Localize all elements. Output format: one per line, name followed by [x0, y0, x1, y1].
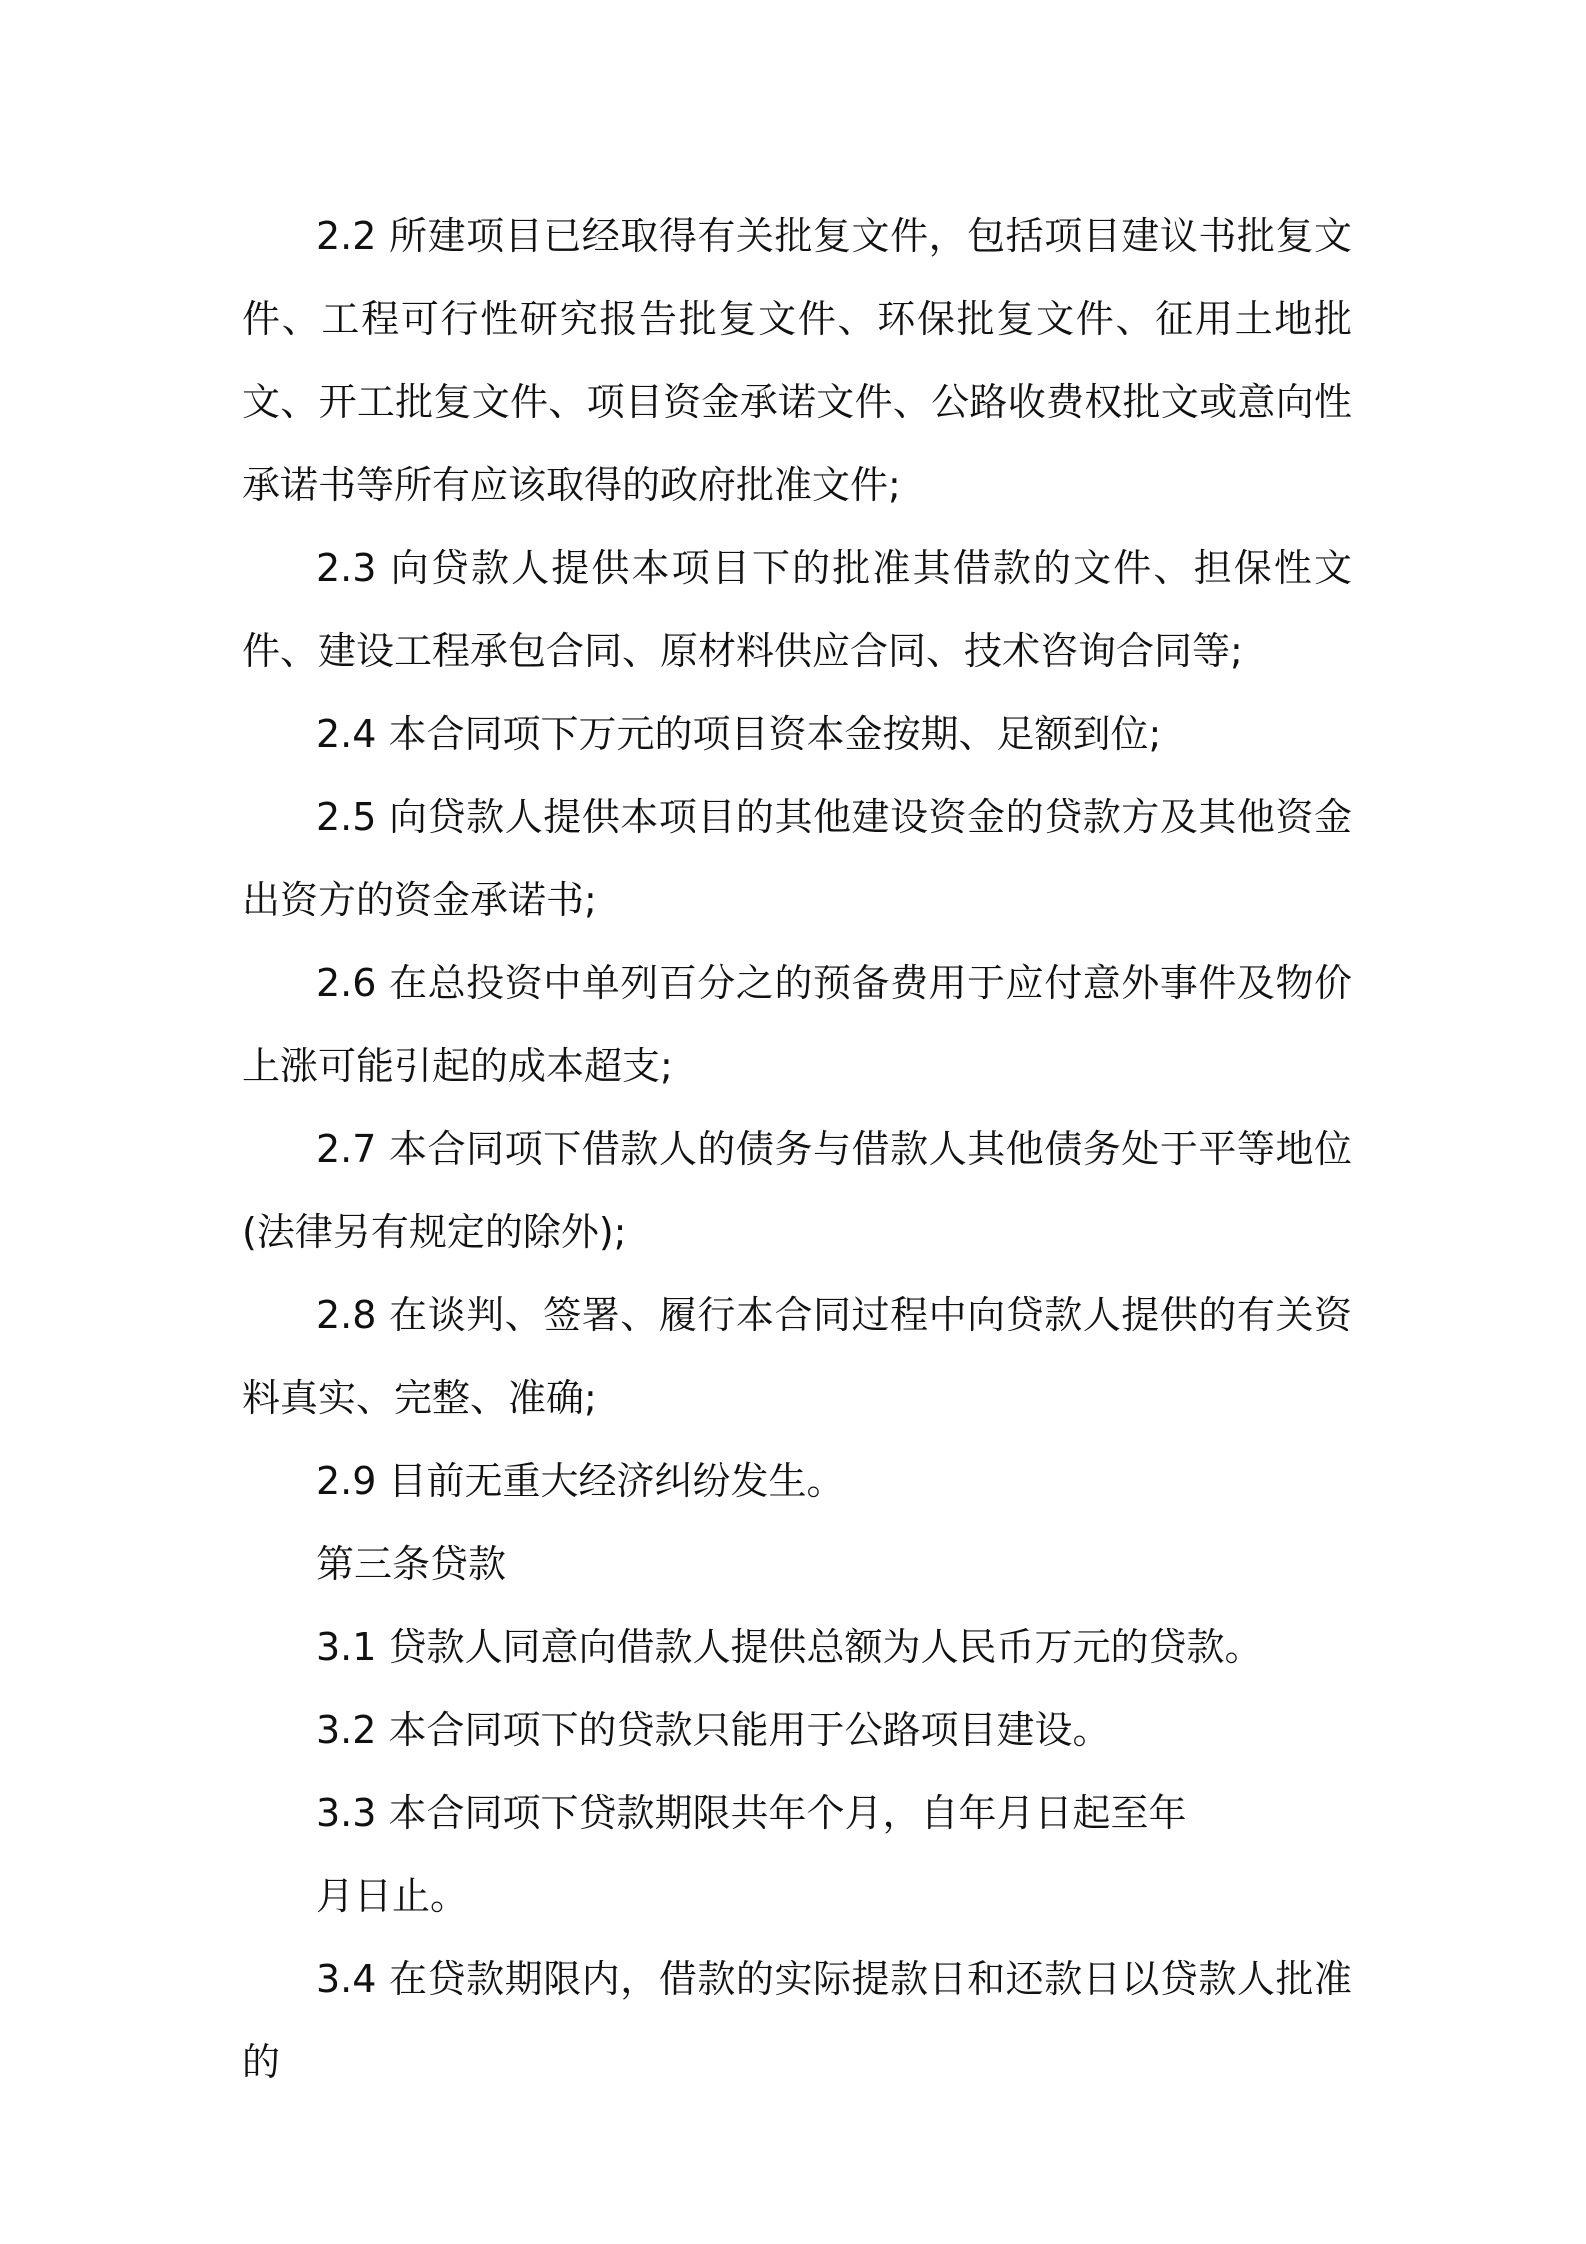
paragraph-3-2: 3.2 本合同项下的贷款只能用于公路项目建设。	[316, 1708, 1111, 1752]
paragraph-3-4: 3.4 在贷款期限内，借款的实际提款日和还款日以贷款人批准的	[242, 1957, 1352, 2084]
article-three-heading: 第三条贷款	[316, 1542, 507, 1586]
paragraph-3-1: 3.1 贷款人同意向借款人提供总额为人民币万元的贷款。	[316, 1625, 1263, 1669]
paragraph-3-3-continuation: 月日止。	[316, 1874, 469, 1918]
paragraph-3-3: 3.3 本合同项下贷款期限共年个月，自年月日起至年	[316, 1791, 1187, 1835]
document-body	[242, 195, 1352, 2104]
paragraph-2-3: 2.3 向贷款人提供本项目下的批准其借款的文件、担保性文件、建设工程承包合同、原材料供应合同、技术咨询合同等;	[242, 546, 1352, 673]
paragraph-2-9: 2.9 目前无重大经济纠纷发生。	[316, 1459, 845, 1503]
paragraph-2-6: 2.6 在总投资中单列百分之的预备费用于应付意外事件及物价上涨可能引起的成本超支;	[242, 961, 1352, 1088]
paragraph-2-8: 2.8 在谈判、签署、履行本合同过程中向贷款人提供的有关资料真实、完整、准确;	[242, 1293, 1352, 1420]
paragraph-2-7: 2.7 本合同项下借款人的债务与借款人其他债务处于平等地位(法律另有规定的除外);	[242, 1127, 1352, 1254]
paragraph-2-4: 2.4 本合同项下万元的项目资本金按期、足额到位;	[316, 712, 1162, 756]
paragraph-2-2: 2.2 所建项目已经取得有关批复文件，包括项目建议书批复文件、工程可行性研究报告批复文件、环保批复文件、征用土地批文、开工批复文件、项目资金承诺文件、公路收费权批文或意向性承诺书等所有应该取得的政府批准文件;	[242, 214, 1352, 507]
paragraph-2-5: 2.5 向贷款人提供本项目的其他建设资金的贷款方及其他资金出资方的资金承诺书;	[242, 795, 1352, 922]
